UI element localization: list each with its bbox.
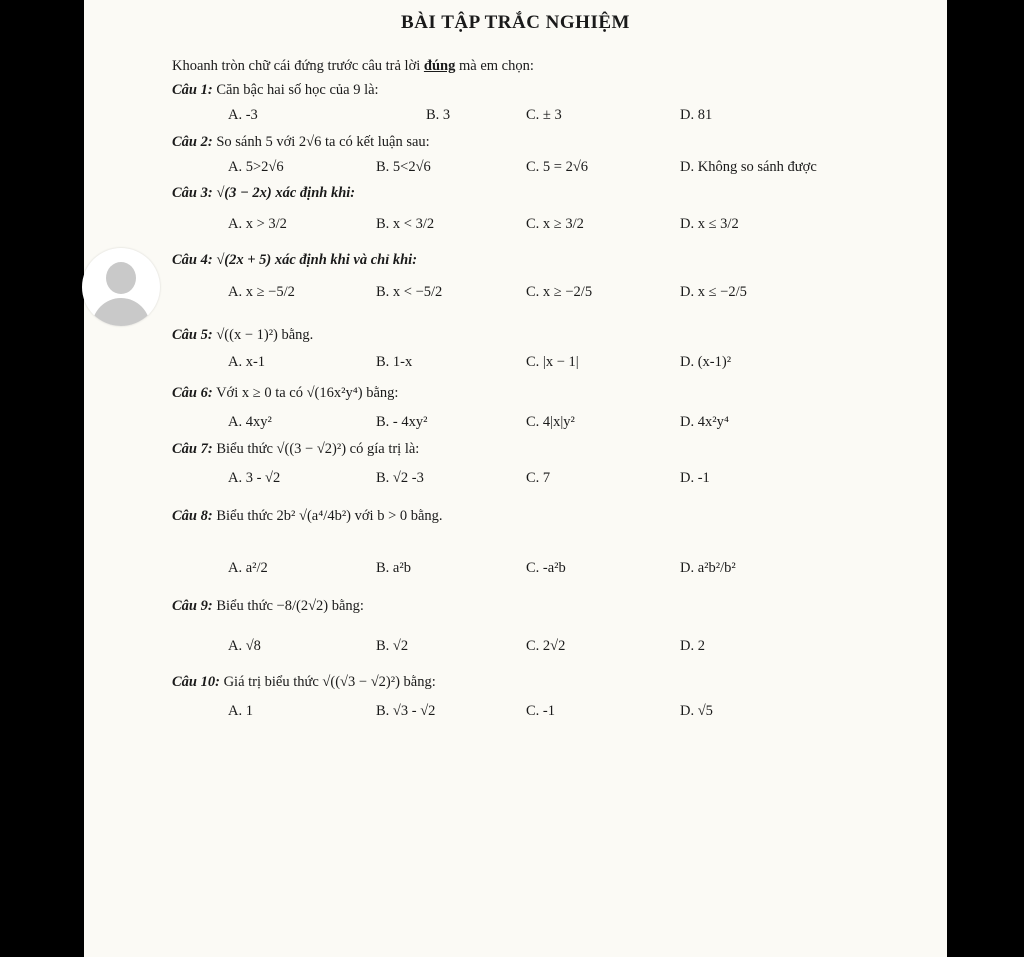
answer-b[interactable]: B. 3 [426, 107, 451, 123]
answer-d[interactable]: D. (x-1)² [680, 354, 732, 370]
answer-c[interactable]: C. 4|x|y² [526, 414, 575, 430]
answer-c[interactable]: C. ± 3 [526, 107, 562, 123]
answer-d[interactable]: D. a²b²/b² [680, 560, 736, 576]
answer-d[interactable]: D. x ≤ −2/5 [680, 284, 747, 300]
question-text: Với x ≥ 0 ta có √(16x²y⁴) bằng: [212, 385, 399, 401]
answer-b[interactable]: B. - 4xy² [376, 414, 428, 430]
instruction-after: mà em chọn: [455, 58, 534, 74]
answer-c[interactable]: C. |x − 1| [526, 354, 579, 370]
question-9 [172, 598, 364, 615]
answer-b[interactable]: B. x < 3/2 [376, 216, 435, 232]
question-label: Câu 8: [172, 508, 213, 524]
instruction-before: Khoanh tròn chữ cái đứng trước câu trả lời [172, 58, 424, 74]
page-title: BÀI TẬP TRẮC NGHIỆM [401, 12, 630, 33]
question-label: Câu 10: [172, 674, 220, 690]
question-8 [172, 508, 443, 525]
answer-c[interactable]: C. 2√2 [526, 638, 566, 654]
answer-a[interactable]: A. a²/2 [228, 560, 268, 576]
answer-b[interactable]: B. x < −5/2 [376, 284, 443, 300]
question-text: Giá trị biểu thức √((√3 − √2)²) bằng: [219, 674, 436, 690]
question-10 [172, 674, 436, 691]
question-4 [172, 252, 417, 269]
answer-d[interactable]: D. 81 [680, 107, 713, 123]
answer-a[interactable]: A. x > 3/2 [228, 216, 287, 232]
avatar-body-shape [92, 298, 150, 326]
answer-c[interactable]: C. -a²b [526, 560, 566, 576]
instruction-emph: đúng [423, 58, 456, 74]
question-label: Câu 1: [172, 82, 213, 98]
question-3 [172, 185, 355, 202]
question-5 [172, 327, 313, 344]
answer-d[interactable]: D. √5 [680, 703, 713, 719]
answer-c[interactable]: C. x ≥ −2/5 [526, 284, 593, 300]
question-text: √((x − 1)²) bằng. [212, 327, 314, 343]
question-label: Câu 9: [172, 598, 213, 614]
question-2 [172, 134, 430, 151]
question-label: Câu 5: [172, 327, 213, 343]
question-label: Câu 7: [172, 441, 213, 457]
question-label: Câu 6: [172, 385, 213, 401]
answer-a[interactable]: A. 3 - √2 [228, 470, 281, 486]
answer-d[interactable]: D. Không so sánh được [680, 159, 817, 175]
avatar-head-shape [106, 262, 136, 294]
question-7 [172, 441, 419, 458]
question-text: Căn bậc hai số học của 9 là: [212, 82, 379, 98]
answer-c[interactable]: C. x ≥ 3/2 [526, 216, 584, 232]
question-label: Câu 3: [172, 185, 213, 201]
answer-c[interactable]: C. 7 [526, 470, 551, 486]
answer-a[interactable]: A. √8 [228, 638, 261, 654]
question-label: Câu 4: [172, 252, 213, 268]
answer-a[interactable]: A. 4xy² [228, 414, 272, 430]
question-6 [172, 385, 398, 402]
avatar[interactable] [82, 248, 160, 326]
answer-b[interactable]: B. a²b [376, 560, 411, 576]
question-label: Câu 2: [172, 134, 213, 150]
document-page [84, 0, 947, 957]
question-1 [172, 82, 379, 99]
answer-c[interactable]: C. 5 = 2√6 [526, 159, 589, 175]
question-text: So sánh 5 với 2√6 ta có kết luận sau: [212, 134, 430, 150]
question-text: Biểu thức −8/(2√2) bằng: [212, 598, 364, 614]
answer-a[interactable]: A. x-1 [228, 354, 266, 370]
question-text: Biểu thức √((3 − √2)²) có gía trị là: [212, 441, 420, 457]
answer-b[interactable]: B. √2 -3 [376, 470, 424, 486]
answer-a[interactable]: A. -3 [228, 107, 258, 123]
answer-a[interactable]: A. 5>2√6 [228, 159, 284, 175]
question-text: Biểu thức 2b² √(a⁴/4b²) với b > 0 bằng. [212, 508, 443, 524]
instruction [172, 58, 534, 75]
answer-d[interactable]: D. 4x²y⁴ [680, 414, 729, 430]
answer-b[interactable]: B. 5<2√6 [376, 159, 431, 175]
answer-b[interactable]: B. 1-x [376, 354, 413, 370]
answer-c[interactable]: C. -1 [526, 703, 555, 719]
question-text: √(3 − 2x) xác định khi: [212, 185, 356, 201]
answer-a[interactable]: A. 1 [228, 703, 253, 719]
answer-d[interactable]: D. 2 [680, 638, 705, 654]
answer-b[interactable]: B. √3 - √2 [376, 703, 436, 719]
answer-d[interactable]: D. x ≤ 3/2 [680, 216, 739, 232]
question-text: √(2x + 5) xác định khi và chỉ khi: [212, 252, 418, 268]
answer-b[interactable]: B. √2 [376, 638, 409, 654]
answer-a[interactable]: A. x ≥ −5/2 [228, 284, 295, 300]
answer-d[interactable]: D. -1 [680, 470, 710, 486]
